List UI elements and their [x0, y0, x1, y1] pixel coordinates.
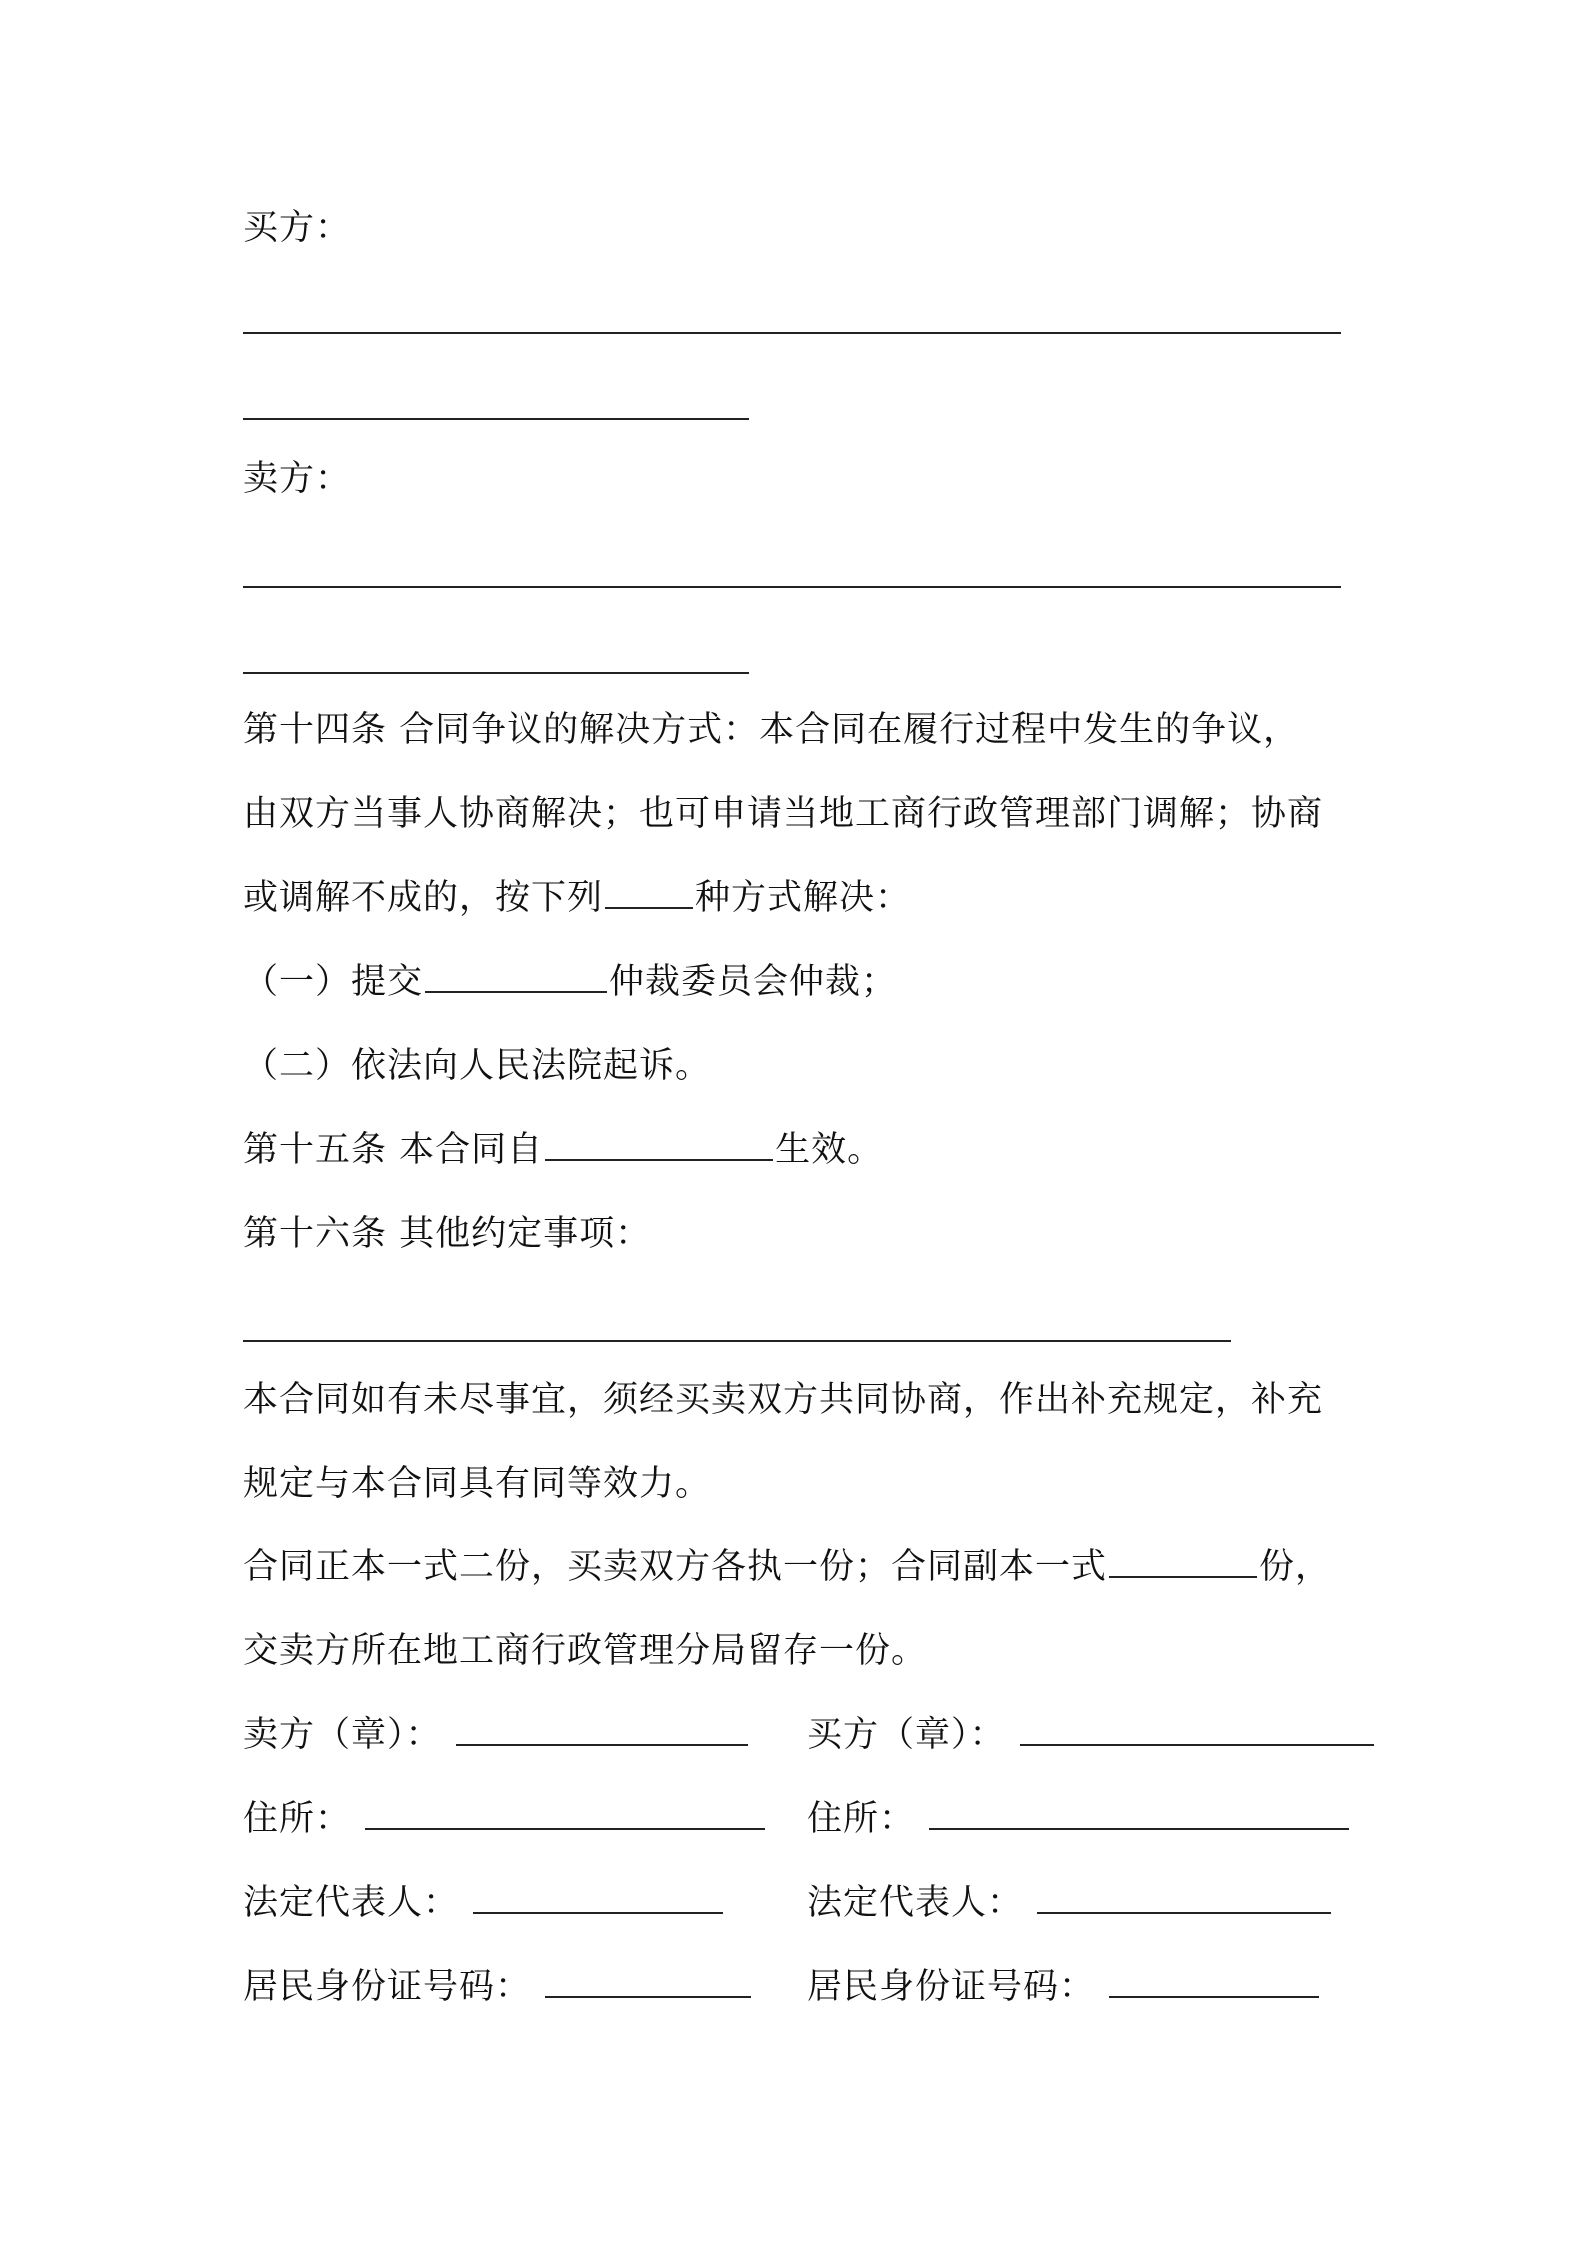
seller-id-label: 居民身份证号码：	[243, 1967, 532, 2007]
seller-label: 卖方：	[243, 459, 352, 499]
effective-date-blank[interactable]	[545, 1129, 773, 1161]
seller-id-row	[243, 1965, 753, 2009]
option1-after: 仲裁委员会仲裁；	[609, 962, 898, 1002]
buyer-legal-rep-label: 法定代表人：	[807, 1883, 1024, 1923]
seller-blank-line-2[interactable]	[243, 672, 749, 674]
buyer-seal-label: 买方（章）：	[807, 1715, 1006, 1755]
seller-legal-rep-blank[interactable]	[473, 1882, 723, 1914]
buyer-id-blank[interactable]	[1109, 1966, 1319, 1998]
article14-line3-before: 或调解不成的，按下列	[243, 878, 604, 918]
seller-seal-row	[243, 1713, 750, 1757]
supplement-line2: 规定与本合同具有同等效力。	[243, 1464, 712, 1504]
buyer-blank-line-2[interactable]	[243, 418, 749, 420]
buyer-label: 买方：	[243, 208, 352, 248]
article14-option1	[243, 960, 897, 1004]
article15-after: 生效。	[775, 1130, 884, 1170]
buyer-address-blank[interactable]	[929, 1798, 1349, 1830]
article16: 第十六条 其他约定事项：	[243, 1214, 652, 1254]
copies-line1-before: 合同正本一式二份，买卖双方各执一份；合同副本一式	[243, 1547, 1108, 1587]
article15	[243, 1128, 883, 1172]
seller-legal-rep-label: 法定代表人：	[243, 1883, 460, 1923]
copies-line1-after: 份，	[1259, 1547, 1332, 1587]
buyer-blank-line-1[interactable]	[243, 332, 1341, 334]
seller-blank-line-1[interactable]	[243, 586, 1341, 588]
seller-seal-blank[interactable]	[456, 1714, 748, 1746]
buyer-legal-rep-blank[interactable]	[1037, 1882, 1331, 1914]
seller-legal-rep-row	[243, 1881, 725, 1925]
seller-seal-label: 卖方（章）：	[243, 1715, 442, 1755]
buyer-id-label: 居民身份证号码：	[807, 1967, 1096, 2007]
article14-line3	[243, 876, 911, 920]
duplicate-count-blank[interactable]	[1109, 1546, 1257, 1578]
supplement-line1: 本合同如有未尽事宜，须经买卖双方共同协商，作出补充规定，补充	[243, 1380, 1324, 1420]
copies-line2: 交卖方所在地工商行政管理分局留存一份。	[243, 1631, 928, 1671]
buyer-address-row	[807, 1797, 1351, 1841]
article14-line3-after: 种方式解决：	[695, 878, 912, 918]
buyer-seal-blank[interactable]	[1020, 1714, 1374, 1746]
seller-address-row	[243, 1797, 767, 1841]
buyer-seal-row	[807, 1713, 1376, 1757]
option1-before: （一）提交	[243, 962, 424, 1002]
buyer-address-label: 住所：	[807, 1799, 916, 1839]
buyer-legal-rep-row	[807, 1881, 1333, 1925]
article14-line1: 第十四条 合同争议的解决方式：本合同在履行过程中发生的争议，	[243, 710, 1300, 750]
method-count-blank[interactable]	[605, 877, 693, 909]
article16-blank-line[interactable]	[243, 1340, 1231, 1342]
seller-id-blank[interactable]	[545, 1966, 751, 1998]
copies-line1	[243, 1545, 1331, 1589]
article14-option2: （二）依法向人民法院起诉。	[243, 1046, 712, 1086]
arbitration-committee-blank[interactable]	[425, 961, 607, 993]
seller-address-label: 住所：	[243, 1799, 352, 1839]
article14-line2: 由双方当事人协商解决；也可申请当地工商行政管理部门调解；协商	[243, 794, 1324, 834]
buyer-id-row	[807, 1965, 1321, 2009]
article15-before: 第十五条 本合同自	[243, 1130, 544, 1170]
seller-address-blank[interactable]	[365, 1798, 765, 1830]
